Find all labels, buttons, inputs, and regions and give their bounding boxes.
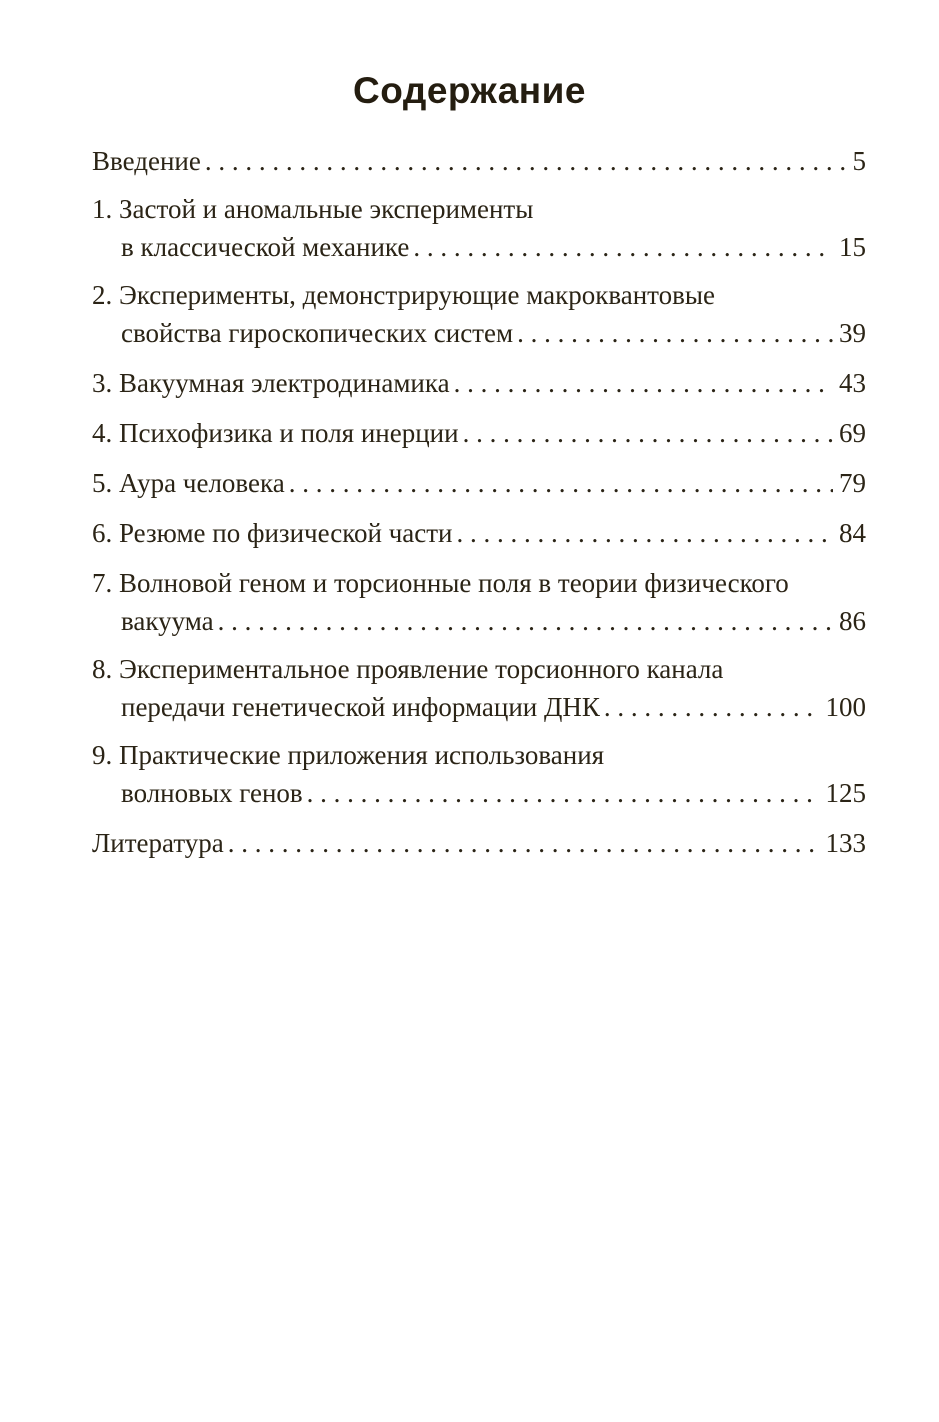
dot-leader [454,364,833,402]
page-title: Содержание [353,70,586,111]
toc-page-number: 84 [839,518,866,548]
toc-entry [92,736,866,812]
toc-entry-title: 5. Аура человека [92,468,285,498]
toc-entry [92,142,866,180]
toc-page-number: 69 [839,418,866,448]
toc-entry [92,190,866,266]
toc-entry-title-continued: передачи генетической информации ДНК [121,692,600,722]
toc-entry-title-continued: волновых генов [121,778,303,808]
dot-leader [604,688,820,726]
toc-page-number: 15 [839,232,866,262]
toc-entry [92,824,866,862]
dot-leader [228,824,820,862]
toc-entry-title-continued: свойства гироскопических систем [121,318,514,348]
toc-entry-title-continued: вакуума [121,606,214,636]
toc-entry-title: 2. Эксперименты, демонстрирующие макроквантовые [92,280,715,310]
toc-entry-title: 6. Резюме по физической части [92,518,453,548]
toc-entry-title: 7. Волновой геном и торсионные поля в теории физического [92,568,789,598]
toc-entry [92,364,866,402]
dot-leader [205,142,847,180]
toc-page-number: 86 [839,606,866,636]
toc-entry [92,464,866,502]
toc-page-number: 100 [825,692,866,722]
toc-entry-title: 8. Экспериментальное проявление торсионного канала [92,654,724,684]
toc-page-number: 39 [839,318,866,348]
dot-leader [289,464,833,502]
dot-leader [463,414,833,452]
toc-page-number: 79 [839,468,866,498]
toc-entry-title: Литература [92,828,224,858]
dot-leader [413,228,833,266]
table-of-contents [92,142,866,862]
toc-page-number: 133 [825,828,866,858]
toc-entry [92,650,866,726]
toc-entry [92,564,866,640]
toc-entry-title: 3. Вакуумная электродинамика [92,368,450,398]
toc-entry-title: 4. Психофизика и поля инерции [92,418,459,448]
toc-entry-title-continued: в классической механике [121,232,410,262]
toc-entry [92,514,866,552]
toc-entry [92,276,866,352]
dot-leader [307,774,820,812]
toc-entry-title: Введение [92,146,201,176]
toc-entry-title: 1. Застой и аномальные эксперименты [92,194,534,224]
dot-leader [218,602,833,640]
toc-page-number: 43 [839,368,866,398]
toc-entry-title: 9. Практические приложения использования [92,740,605,770]
toc-entry [92,414,866,452]
dot-leader [517,314,833,352]
toc-page-number: 5 [852,146,866,176]
dot-leader [457,514,834,552]
toc-page-number: 125 [825,778,866,808]
